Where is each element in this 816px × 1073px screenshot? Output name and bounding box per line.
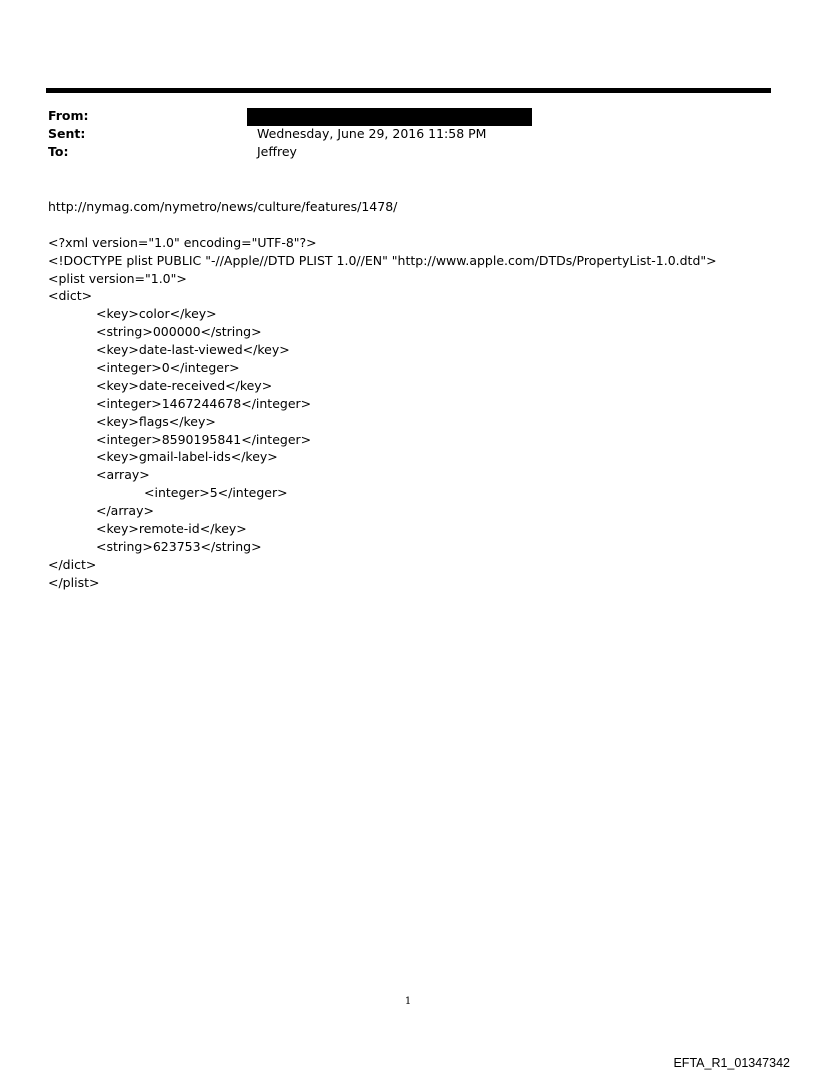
key-date-received-line: <key>date-received</key> (96, 377, 273, 393)
document-id: EFTA_R1_01347342 (673, 1056, 790, 1070)
sent-value: Wednesday, June 29, 2016 11:58 PM (257, 126, 487, 141)
sent-label: Sent: (48, 126, 86, 141)
from-label: From: (48, 108, 89, 123)
key-gmail-label-ids-line: <key>gmail-label-ids</key> (96, 449, 278, 465)
redaction-box (247, 108, 532, 126)
integer-date-last-viewed-line: <integer>0</integer> (96, 360, 240, 376)
integer-flags-line: <integer>8590195841</integer> (96, 431, 312, 447)
doctype-line: <!DOCTYPE plist PUBLIC "-//Apple//DTD PLIST 1.0//EN" "http://www.apple.com/DTDs/PropertyList-1.0.dtd"> (48, 252, 717, 268)
plist-open-line: <plist version="1.0"> (48, 270, 187, 286)
integer-date-received-line: <integer>1467244678</integer> (96, 395, 312, 411)
xml-declaration-line: <?xml version="1.0" encoding="UTF-8"?> (48, 234, 317, 250)
array-close-line: </array> (96, 503, 154, 519)
key-remote-id-line: <key>remote-id</key> (96, 521, 247, 537)
to-label: To: (48, 144, 69, 159)
dict-open-line: <dict> (48, 288, 93, 304)
page-number: 1 (404, 996, 412, 1007)
string-color-line: <string>000000</string> (96, 324, 262, 340)
plist-close-line: </plist> (48, 574, 100, 590)
array-open-line: <array> (96, 467, 150, 483)
blank-line (48, 216, 717, 234)
dict-close-line: </dict> (48, 556, 97, 572)
header-rule (46, 88, 771, 93)
key-color-line: <key>color</key> (96, 306, 217, 322)
string-remote-id-line: <string>623753</string> (96, 538, 262, 554)
array-integer-line: <integer>5</integer> (144, 485, 288, 501)
to-value: Jeffrey (257, 144, 297, 159)
body-url: http://nymag.com/nymetro/news/culture/features/1478/ (48, 199, 398, 214)
key-date-last-viewed-line: <key>date-last-viewed</key> (96, 342, 290, 358)
email-body (48, 198, 717, 592)
key-flags-line: <key>flags</key> (96, 413, 216, 429)
